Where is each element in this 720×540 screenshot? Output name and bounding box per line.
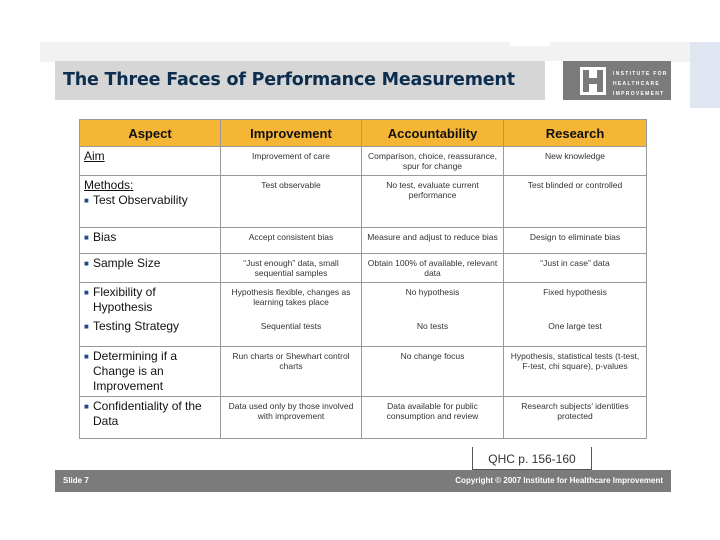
table-row — [80, 176, 647, 228]
bullet-icon: ■ — [84, 233, 89, 242]
research-cell: New knowledge — [504, 147, 647, 176]
table-row — [80, 254, 647, 283]
accountability-cell: No test, evaluate current performance — [362, 176, 504, 228]
aspect-cell: ■ Determining if a Change is an Improvement — [80, 347, 221, 397]
slide-footer — [55, 470, 671, 492]
bullet-icon: ■ — [84, 322, 89, 331]
header-aspect: Aspect — [80, 120, 221, 147]
slide-title: The Three Faces of Performance Measurement — [63, 70, 515, 90]
research-cell: Research subjects’ identities protected — [504, 397, 647, 439]
reference-note: QHC p. 156-160 — [472, 447, 592, 470]
bullet-icon: ■ — [84, 402, 89, 411]
improvement-cell: Hypothesis flexible, changes as learning takes place Sequential tests — [221, 283, 362, 347]
table-row — [80, 228, 647, 254]
aspect-cell: Methods: ■ Test Observability — [80, 176, 221, 228]
title-banner — [55, 61, 545, 100]
aspect-cell: ■ Confidentiality of the Data — [80, 397, 221, 439]
improvement-cell: Improvement of care — [221, 147, 362, 176]
research-cell: Fixed hypothesis One large test — [504, 283, 647, 347]
research-cell: Test blinded or controlled — [504, 176, 647, 228]
improvement-cell: Test observable — [221, 176, 362, 228]
table-row — [80, 147, 647, 176]
comparison-table — [79, 119, 646, 439]
table-row — [80, 347, 647, 397]
accountability-cell: Comparison, choice, reassurance, spur for change — [362, 147, 504, 176]
aspect-cell: ■ Flexibility of Hypothesis ■ Testing Strategy — [80, 283, 221, 347]
accountability-cell: Measure and adjust to reduce bias — [362, 228, 504, 254]
header-research: Research — [504, 120, 647, 147]
slide-side-strip — [690, 42, 720, 108]
accountability-cell: No hypothesis No tests — [362, 283, 504, 347]
aspect-cell: ■ Bias — [80, 228, 221, 254]
copyright-text: Copyright © 2007 Institute for Healthcare Improvement — [455, 476, 663, 485]
bullet-icon: ■ — [84, 288, 89, 297]
header-improvement: Improvement — [221, 120, 362, 147]
slide-number: Slide 7 — [63, 476, 89, 485]
bullet-icon: ■ — [84, 352, 89, 361]
improvement-cell: Accept consistent bias — [221, 228, 362, 254]
improvement-cell: “Just enough” data, small sequential samples — [221, 254, 362, 283]
aspect-cell: Aim — [80, 147, 221, 176]
ihi-logo-text: INSTITUTE FOR HEALTHCARE IMPROVEMENT — [613, 71, 668, 97]
header-accountability: Accountability — [362, 120, 504, 147]
ihi-logo-icon — [580, 67, 606, 95]
accountability-cell: No change focus — [362, 347, 504, 397]
bullet-icon: ■ — [84, 259, 89, 268]
slide-top-bar — [40, 42, 690, 62]
bullet-icon: ■ — [84, 196, 89, 205]
improvement-cell: Run charts or Shewhart control charts — [221, 347, 362, 397]
accountability-cell: Obtain 100% of available, relevant data — [362, 254, 504, 283]
aspect-cell: ■ Sample Size — [80, 254, 221, 283]
research-cell: Hypothesis, statistical tests (t-test, F-test, chi square), p-values — [504, 347, 647, 397]
research-cell: Design to eliminate bias — [504, 228, 647, 254]
improvement-cell: Data used only by those involved with improvement — [221, 397, 362, 439]
table-row — [80, 397, 647, 439]
research-cell: “Just in case” data — [504, 254, 647, 283]
table-row — [80, 283, 647, 347]
accountability-cell: Data available for public consumption and review — [362, 397, 504, 439]
